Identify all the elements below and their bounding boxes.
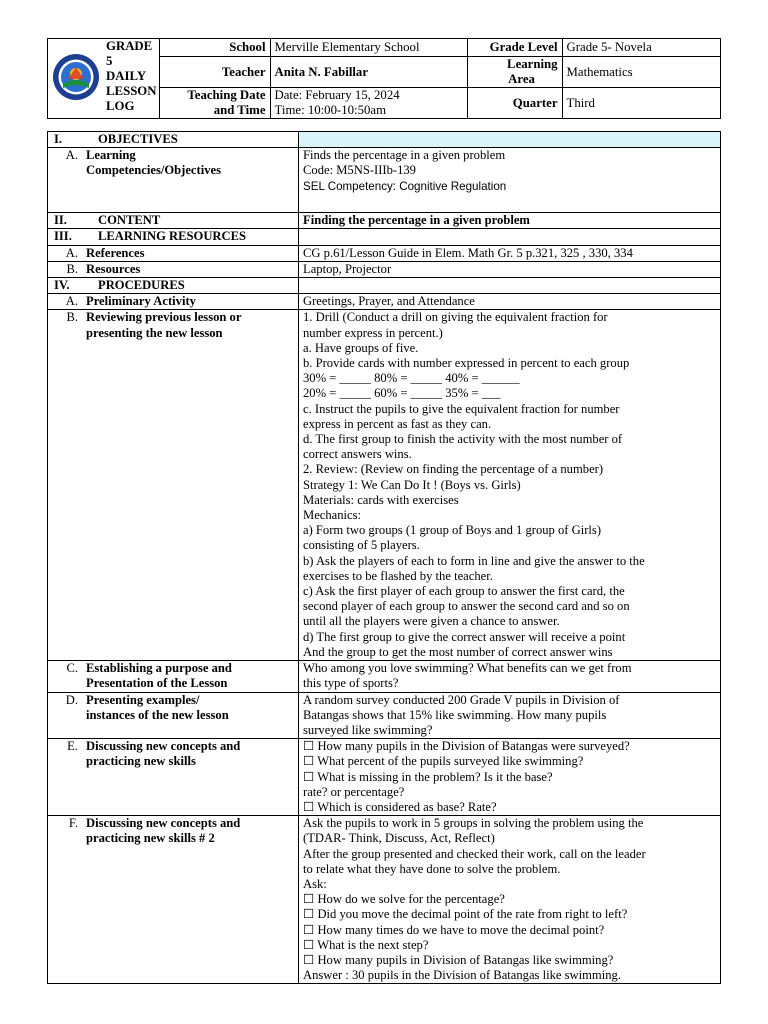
procedure-b-content: [299, 310, 721, 661]
references-value: CG p.61/Lesson Guide in Elem. Math Gr. 5 p.321, 325 , 330, 334: [299, 245, 721, 261]
procedure-line: ☐ How many times do we have to move the decimal point?: [303, 922, 605, 937]
procedure-c-label: C. Establishing a purpose and Presentation of the Lesson: [48, 661, 299, 692]
procedure-d-label: D. Presenting examples/ instances of the new lesson: [48, 692, 299, 739]
procedure-line: rate? or percentage?: [303, 784, 405, 799]
procedure-line: ☐ How do we solve for the percentage?: [303, 892, 505, 907]
row-preliminary-activity: [48, 294, 721, 310]
row-presenting-examples: [48, 692, 721, 739]
procedure-line: ☐ What is the next step?: [303, 937, 429, 952]
procedure-line: ☐ What percent of the pupils surveyed like swimming?: [303, 754, 584, 769]
procedure-line: 30% = _____ 80% = _____ 40% = ______: [303, 371, 520, 386]
procedure-line: a. Have groups of five.: [303, 340, 419, 355]
procedure-line: Ask:: [303, 876, 327, 891]
procedure-line: d. The first group to finish the activity with the most number of: [303, 432, 623, 447]
content-value: Finding the percentage in a given problem: [299, 213, 721, 229]
row-references: [48, 245, 721, 261]
procedure-d-content: [299, 692, 721, 739]
procedure-line: b. Provide cards with number expressed in percent to each group: [303, 356, 630, 371]
procedure-line: c. Instruct the pupils to give the equivalent fraction for number: [303, 401, 620, 416]
procedure-line: 2. Review: (Review on finding the percentage of a number): [303, 462, 604, 477]
procedure-line: Strategy 1: We Can Do It ! (Boys vs. Girls): [303, 477, 521, 492]
learning-area-value: Mathematics: [562, 57, 720, 88]
procedure-e-label: E. Discussing new concepts and practicing new skills: [48, 739, 299, 816]
procedure-line: b) Ask the players of each to form in line and give the answer to the: [303, 553, 645, 568]
teacher-label: Teacher: [159, 57, 270, 88]
section-resources-label: III. LEARNING RESOURCES: [48, 229, 299, 245]
grade-level-value: Grade 5- Novela: [562, 39, 720, 57]
procedure-line: Who among you love swimming? What benefits can we get from: [303, 661, 632, 676]
procedure-line: c) Ask the first player of each group to answer the first card, the: [303, 584, 625, 599]
procedure-line: Ask the pupils to work in 5 groups in solving the problem using the: [303, 816, 644, 831]
section-objectives-label: I. OBJECTIVES: [48, 132, 299, 148]
date-time-value: Date: February 15, 2024 Time: 10:00-10:50am: [270, 88, 467, 119]
procedure-line: d) The first group to give the correct answer will receive a point: [303, 629, 626, 644]
procedure-line: consisting of 5 players.: [303, 538, 420, 553]
resources-label: B. Resources: [48, 261, 299, 277]
procedure-f-content: [299, 816, 721, 984]
quarter-label: Quarter: [467, 88, 562, 119]
grade-level-label: Grade Level: [467, 39, 562, 57]
procedure-line: exercises to be flashed by the teacher.: [303, 568, 493, 583]
procedure-line: After the group presented and checked their work, call on the leader: [303, 846, 646, 861]
procedure-line: to relate what they have done to solve the problem.: [303, 861, 561, 876]
learning-competencies-value: Finds the percentage in a given problem Code: M5NS-IIIb-139 SEL Competency: Cognitive Regulation: [299, 148, 721, 213]
procedure-line: second player of each group to answer the second card and so on: [303, 599, 630, 614]
teaching-date-label: Teaching Date and Time: [159, 88, 270, 119]
procedure-line: And the group to get the most number of correct answer wins: [303, 644, 613, 659]
learning-competencies-label: A. Learning Competencies/Objectives: [48, 148, 299, 213]
procedure-line: Materials: cards with exercises: [303, 492, 459, 507]
resources-value: Laptop, Projector: [299, 261, 721, 277]
procedure-line: ☐ What is missing in the problem? Is it the base?: [303, 769, 553, 784]
header-table: [47, 38, 721, 119]
section-objectives-value: [299, 132, 721, 148]
procedure-line: express in percent as fast as they can.: [303, 416, 492, 431]
procedure-line: 20% = _____ 60% = _____ 35% = ___: [303, 386, 501, 401]
learning-area-label: Learning Area: [467, 57, 562, 88]
procedure-line: Answer : 30 pupils in the Division of Batangas like swimming.: [303, 968, 621, 983]
procedure-line: ☐ Which is considered as base? Rate?: [303, 799, 497, 814]
procedure-f-label: F. Discussing new concepts and practicing new skills # 2: [48, 816, 299, 984]
procedure-line: correct answers wins.: [303, 447, 412, 462]
school-seal-icon: [51, 52, 101, 102]
procedure-a-content: [299, 294, 721, 310]
section-procedures: [48, 278, 721, 294]
procedure-line: until all the players were given a chance to answer.: [303, 614, 560, 629]
references-label: A. References: [48, 245, 299, 261]
quarter-value: Third: [562, 88, 720, 119]
procedure-line: Mechanics:: [303, 508, 362, 523]
school-logo-cell: [48, 39, 105, 119]
lesson-log-table: [47, 131, 721, 984]
procedure-line: a) Form two groups (1 group of Boys and 1 group of Girls): [303, 523, 602, 538]
procedure-line: Batangas shows that 15% like swimming. How many pupils: [303, 707, 607, 722]
row-establishing-purpose: [48, 661, 721, 692]
section-procedures-value: [299, 278, 721, 294]
row-reviewing-previous-lesson: [48, 310, 721, 661]
procedure-line: ☐ How many pupils in the Division of Batangas were surveyed?: [303, 739, 630, 754]
school-value: Merville Elementary School: [270, 39, 467, 57]
section-content-label: II. CONTENT: [48, 213, 299, 229]
procedure-line: 1. Drill (Conduct a drill on giving the equivalent fraction for: [303, 310, 608, 325]
procedure-line: A random survey conducted 200 Grade V pupils in Division of: [303, 692, 620, 707]
row-learning-competencies: [48, 148, 721, 213]
procedure-line: ☐ How many pupils in Division of Batangas like swimming?: [303, 952, 614, 967]
procedure-line: number express in percent.): [303, 325, 443, 340]
procedure-c-content: [299, 661, 721, 692]
procedure-line: ☐ Did you move the decimal point of the rate from right to left?: [303, 907, 628, 922]
teacher-value: Anita N. Fabillar: [270, 57, 467, 88]
procedure-b-label: B. Reviewing previous lesson or presenting the new lesson: [48, 310, 299, 661]
procedure-line: this type of sports?: [303, 676, 399, 691]
row-discussing-new-concepts: [48, 739, 721, 816]
procedure-line: (TDAR- Think, Discuss, Act, Reflect): [303, 831, 495, 846]
school-label: School: [159, 39, 270, 57]
procedure-e-content: [299, 739, 721, 816]
procedure-a-label: A. Preliminary Activity: [48, 294, 299, 310]
section-resources-value: [299, 229, 721, 245]
row-resources: [48, 261, 721, 277]
section-resources: [48, 229, 721, 245]
procedure-line: Greetings, Prayer, and Attendance: [303, 294, 475, 309]
grade-daily-lesson-log-title: GRADE 5 DAILY LESSON LOG: [104, 39, 159, 119]
row-discussing-new-concepts-2: [48, 816, 721, 984]
section-procedures-label: IV. PROCEDURES: [48, 278, 299, 294]
section-objectives: [48, 132, 721, 148]
procedure-line: surveyed like swimming?: [303, 722, 433, 737]
section-content: [48, 213, 721, 229]
